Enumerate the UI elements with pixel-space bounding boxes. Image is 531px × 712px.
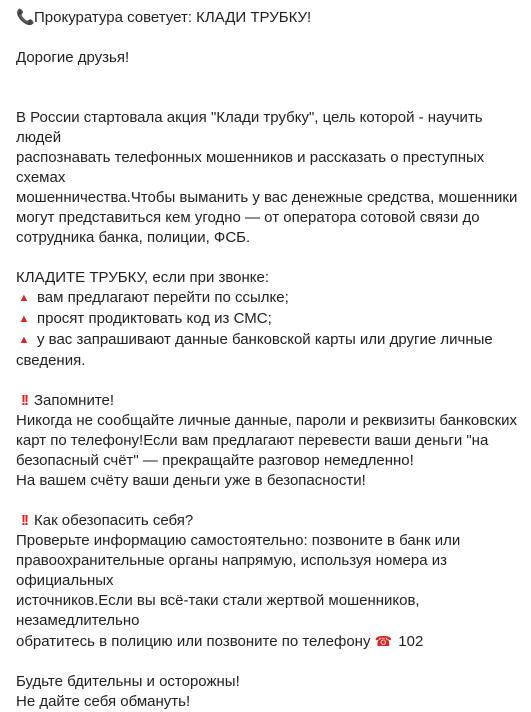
remember-line: безопасный счёт" — прекращайте разговор немедленно! (16, 452, 414, 469)
intro-line: распознавать телефонных мошенников и рассказать о преступных схемах (16, 149, 485, 186)
warning-triangle-icon: ▲ (18, 313, 30, 325)
telephone-receiver-icon: 📞 (16, 9, 35, 26)
spacer (16, 68, 531, 88)
warning-triangle-icon: ▲ (18, 292, 30, 304)
remember-line: Никогда не сообщайте личные данные, пароли и реквизиты банковских (16, 412, 518, 429)
spacer (16, 652, 531, 672)
hangup-list-item (16, 288, 531, 309)
protect-heading-text: Как обезопасить себя? (34, 512, 194, 529)
double-exclamation-icon: !! (21, 512, 27, 529)
hangup-item-text: у вас запрашивают данные банковской карты или другие личные (37, 331, 493, 348)
hangup-list-item (16, 330, 531, 351)
telephone-icon: ☎ (374, 633, 393, 649)
hangup-heading: КЛАДИТЕ ТРУБКУ, если при звонке: (16, 269, 270, 286)
hangup-list-item (16, 309, 531, 330)
protect-line: Проверьте информацию самостоятельно: позвоните в банк или (16, 532, 461, 549)
spacer (16, 491, 531, 511)
protect-line-last (16, 631, 531, 652)
closing-line: Будьте бдительны и осторожны! (16, 673, 240, 690)
spacer (16, 248, 531, 268)
emergency-phone-number: 102 (398, 633, 424, 650)
spacer (16, 28, 531, 48)
greeting: Дорогие друзья! (16, 49, 130, 66)
protect-line-text: обратитесь в полицию или позвоните по телефону (16, 633, 371, 650)
protect-line: источников.Если вы всё-таки стали жертвой мошенников, незамедлительно (16, 592, 420, 629)
closing-line: Не дайте себя обмануть! (16, 693, 191, 710)
hangup-item-text: вам предлагают перейти по ссылке; (37, 289, 289, 306)
protect-line: правоохранительные органы напрямую, используя номера из официальных (16, 552, 447, 589)
protect-heading (16, 511, 531, 531)
post-title-text: Прокуратура советует: КЛАДИ ТРУБКУ! (34, 9, 312, 26)
intro-line: мошенничества.Чтобы выманить у вас денежные средства, мошенники (16, 189, 518, 206)
double-exclamation-icon: !! (21, 392, 27, 409)
hangup-item-text: просят продиктовать код из СМС; (37, 310, 272, 327)
intro-line: сотрудника банка, полиции, ФСБ. (16, 229, 251, 246)
spacer (16, 371, 531, 391)
spacer (16, 88, 531, 108)
post-title (16, 8, 531, 28)
intro-line: В России стартовала акция "Клади трубку", цель которой - научить людей (16, 109, 483, 146)
remember-section (16, 391, 531, 491)
warning-triangle-icon: ▲ (18, 334, 30, 346)
hangup-section (16, 268, 531, 371)
hangup-item-continuation: сведения. (16, 352, 86, 369)
remember-line: На вашем счёту ваши деньги уже в безопасности! (16, 472, 366, 489)
closing-section (16, 672, 531, 712)
remember-heading (16, 391, 531, 411)
intro-line: могут представиться кем угодно — от оператора сотовой связи до (16, 209, 480, 226)
remember-heading-text: Запомните! (34, 392, 115, 409)
remember-line: карт по телефону!Если вам предлагают перевести ваши деньги "на (16, 432, 489, 449)
intro-paragraph (16, 108, 531, 248)
